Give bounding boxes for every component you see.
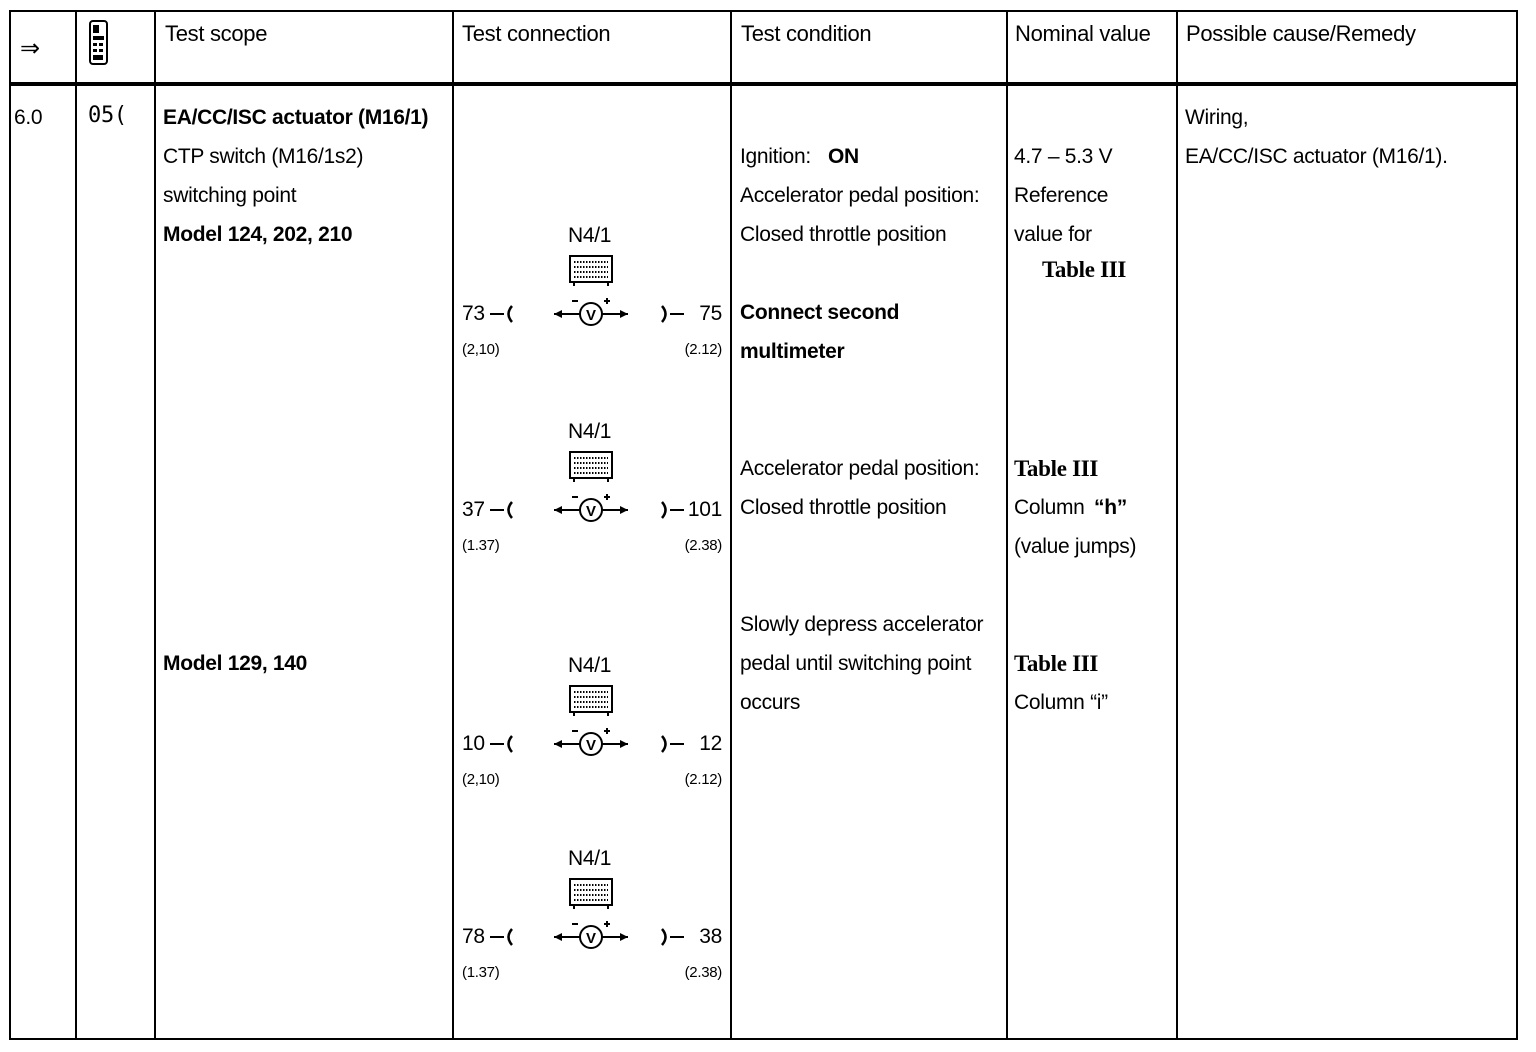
- right-pin-number: 75: [699, 302, 722, 325]
- right-pin-number: 38: [699, 925, 722, 948]
- nominal-voltage: 4.7 – 5.3 V: [1014, 145, 1113, 168]
- header-nominal-value: Nominal value: [1015, 21, 1151, 46]
- connection-drawing: [458, 843, 728, 1013]
- condition-line: Accelerator pedal position:: [740, 457, 980, 480]
- nominal-line: Reference: [1014, 184, 1109, 207]
- nominal-line: value for: [1014, 223, 1092, 246]
- left-pin-number: 73: [462, 302, 485, 325]
- arrow-left-icon: [554, 740, 562, 748]
- arrow-left-icon: [554, 310, 562, 318]
- control-module-icon: [570, 452, 612, 478]
- header-possible-cause: Possible cause/Remedy: [1186, 21, 1416, 46]
- left-pin-location: (1.37): [462, 964, 500, 981]
- right-socket-icon: [662, 502, 666, 518]
- left-pin-location: (1.37): [462, 537, 500, 554]
- header-arrow: ⇒: [20, 35, 40, 62]
- right-pin-location: (2.38): [684, 964, 722, 981]
- right-socket-icon: [662, 306, 666, 322]
- condition-ignition-label: Ignition:: [740, 145, 811, 168]
- left-pin-number: 37: [462, 498, 485, 521]
- module-label: N4/1: [568, 654, 612, 677]
- right-pin-location: (2.38): [684, 537, 722, 554]
- connection-diagram: [458, 220, 728, 390]
- left-pin-location: (2,10): [462, 771, 500, 788]
- left-socket-icon: [509, 736, 513, 752]
- column-divider: [452, 10, 454, 1040]
- nominal-line: (value jumps): [1014, 535, 1137, 558]
- voltmeter-symbol: V: [585, 307, 597, 324]
- condition-line: occurs: [740, 691, 801, 714]
- module-label: N4/1: [568, 420, 612, 443]
- condition-line: pedal until switching point: [740, 652, 972, 675]
- left-socket-icon: [509, 502, 513, 518]
- fault-code: 05(: [88, 103, 127, 128]
- header-test-condition: Test condition: [741, 21, 872, 46]
- voltmeter-symbol: V: [585, 930, 597, 947]
- column-divider: [1006, 10, 1008, 1040]
- connection-diagram: [458, 843, 728, 1013]
- right-pin-location: (2.12): [684, 771, 722, 788]
- condition-line: Connect second: [740, 301, 900, 324]
- condition-ignition-value: ON: [828, 145, 859, 168]
- table-border-top: [9, 10, 1518, 12]
- arrow-left-icon: [554, 933, 562, 941]
- arrow-left-icon: [554, 506, 562, 514]
- nominal-line: Column “i”: [1014, 691, 1108, 714]
- connection-drawing: [458, 220, 728, 390]
- header-test-scope: Test scope: [165, 21, 268, 46]
- left-socket-icon: [509, 306, 513, 322]
- control-module-icon: [570, 686, 612, 712]
- arrow-right-icon: [620, 310, 628, 318]
- voltmeter-symbol: V: [585, 503, 597, 520]
- nominal-column-value: “h”: [1094, 496, 1127, 519]
- voltmeter-symbol: V: [585, 737, 597, 754]
- header-test-connection: Test connection: [462, 21, 611, 46]
- right-socket-icon: [662, 929, 666, 945]
- column-divider: [75, 10, 77, 1040]
- right-pin-number: 12: [699, 732, 722, 755]
- tester-device-icon: [88, 20, 110, 66]
- cause-line: Wiring,: [1185, 106, 1249, 129]
- table-border-right: [1516, 10, 1518, 1040]
- condition-line: Closed throttle position: [740, 223, 947, 246]
- header-divider: [9, 82, 1518, 86]
- scope-model: Model 124, 202, 210: [163, 223, 353, 246]
- nominal-table-ref: Table III: [1042, 257, 1127, 282]
- scope-title: EA/CC/ISC actuator (M16/1): [163, 106, 429, 129]
- nominal-column-label: Column: [1014, 496, 1085, 519]
- left-pin-number: 10: [462, 732, 485, 755]
- control-module-icon: [570, 256, 612, 282]
- condition-line: Slowly depress accelerator: [740, 613, 984, 636]
- right-pin-number: 101: [687, 498, 722, 521]
- connection-diagram: [458, 650, 728, 820]
- left-pin-location: (2,10): [462, 341, 500, 358]
- nominal-table-ref: Table III: [1014, 456, 1099, 481]
- arrow-right-icon: [620, 506, 628, 514]
- left-socket-icon: [509, 929, 513, 945]
- module-label: N4/1: [568, 847, 612, 870]
- condition-line: Accelerator pedal position:: [740, 184, 980, 207]
- column-divider: [730, 10, 732, 1040]
- connection-drawing: [458, 416, 728, 586]
- left-pin-number: 78: [462, 925, 485, 948]
- condition-line: Closed throttle position: [740, 496, 947, 519]
- arrow-right-icon: [620, 933, 628, 941]
- right-socket-icon: [662, 736, 666, 752]
- scope-line: CTP switch (M16/1s2): [163, 145, 364, 168]
- scope-model: Model 129, 140: [163, 652, 308, 675]
- nominal-table-ref: Table III: [1014, 651, 1099, 676]
- table-border-bottom: [9, 1038, 1518, 1040]
- column-divider: [154, 10, 156, 1040]
- step-number: 6.0: [14, 106, 43, 129]
- connection-drawing: [458, 650, 728, 820]
- right-pin-location: (2.12): [684, 341, 722, 358]
- cause-line: EA/CC/ISC actuator (M16/1).: [1185, 145, 1448, 168]
- condition-line: multimeter: [740, 340, 845, 363]
- arrow-right-icon: [620, 740, 628, 748]
- module-label: N4/1: [568, 224, 612, 247]
- connection-diagram: [458, 416, 728, 586]
- column-divider: [1176, 10, 1178, 1040]
- table-border-left: [9, 10, 11, 1040]
- control-module-icon: [570, 879, 612, 905]
- scope-line: switching point: [163, 184, 297, 207]
